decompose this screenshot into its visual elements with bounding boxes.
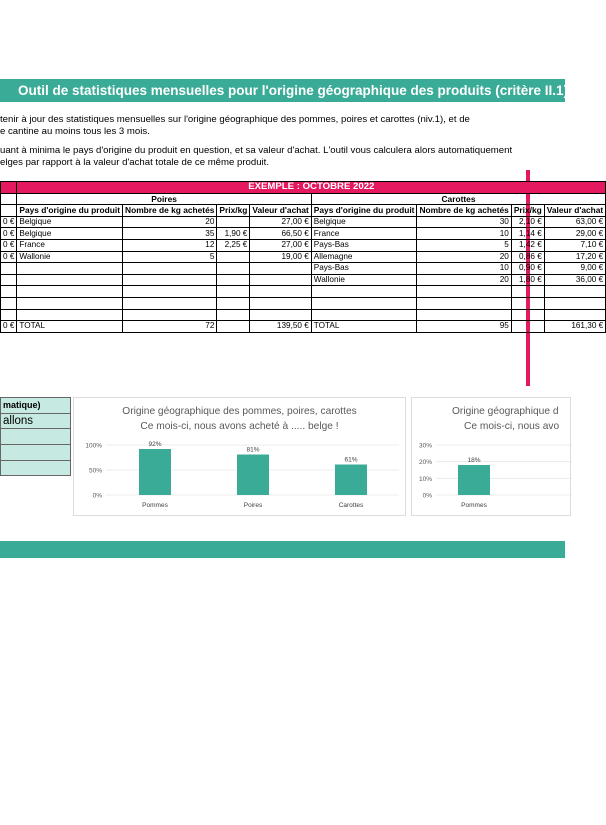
- table-cell[interactable]: [511, 321, 544, 333]
- chart-origine-pommes[interactable]: [411, 397, 571, 516]
- intro-line: tenir à jour des statistiques mensuelles sur l'origine géographique des pommes, poires et carottes (niv.1), et de: [0, 114, 470, 125]
- data-label: 18%: [467, 457, 481, 464]
- cell-pays-poires[interactable]: [17, 263, 123, 275]
- table-row: [1, 263, 606, 275]
- column-header-prix: Prix/kg: [217, 205, 250, 217]
- cell-pays-poires[interactable]: Wallonie: [17, 251, 123, 263]
- chart-origine-produits[interactable]: [73, 397, 406, 516]
- cell-pays-poires[interactable]: [17, 309, 123, 321]
- bar: [237, 455, 269, 496]
- cell-valeur-poires[interactable]: 27,00 €: [250, 239, 311, 251]
- chart-subtitle: Ce mois-ci, nous avo: [464, 421, 560, 432]
- summary-cell[interactable]: [1, 460, 71, 476]
- cell-prix-poires[interactable]: [217, 216, 250, 228]
- cell-kg-carottes[interactable]: [417, 297, 511, 309]
- cell-kg-poires[interactable]: [123, 263, 217, 275]
- cell-pays-carottes[interactable]: Belgique: [311, 216, 417, 228]
- cell-valeur-carottes[interactable]: 29,00 €: [544, 228, 605, 240]
- cell-kg-poires[interactable]: 5: [123, 251, 217, 263]
- column-header-pays: Pays d'origine du produit: [311, 205, 417, 217]
- bar: [139, 449, 171, 495]
- column-header-pays: Pays d'origine du produit: [17, 205, 123, 217]
- chart-title: Origine géographique des pommes, poires, carottes: [122, 406, 357, 417]
- cell-prix-carottes[interactable]: [511, 286, 544, 298]
- table-cell[interactable]: 0 €: [1, 239, 17, 251]
- intro-text: [0, 114, 565, 170]
- table-row: [1, 309, 606, 321]
- cell-kg-poires[interactable]: [123, 297, 217, 309]
- cell-valeur-poires[interactable]: 27,00 €: [250, 216, 311, 228]
- bar: [458, 465, 490, 495]
- table-row: [1, 274, 606, 286]
- table-cell[interactable]: 0 €: [1, 216, 17, 228]
- table-row: [1, 228, 606, 240]
- cell-valeur-poires[interactable]: 19,00 €: [250, 251, 311, 263]
- data-label: 81%: [246, 446, 260, 454]
- total-valeur-carottes[interactable]: 161,30 €: [544, 321, 605, 333]
- cell-kg-carottes[interactable]: [417, 286, 511, 298]
- column-header-prix: Prix/kg: [511, 205, 544, 217]
- cell-valeur-carottes[interactable]: 7,10 €: [544, 239, 605, 251]
- cell-pays-carottes[interactable]: Allemagne: [311, 251, 417, 263]
- cell-pays-poires[interactable]: [17, 297, 123, 309]
- column-header-kg: Nombre de kg achetés: [417, 205, 511, 217]
- table-cell[interactable]: [217, 321, 250, 333]
- cell-prix-poires[interactable]: [217, 309, 250, 321]
- summary-header[interactable]: matique): [1, 398, 71, 414]
- intro-line: elges par rapport à la valeur d'achat totale de ce même produit.: [0, 157, 270, 169]
- total-valeur-poires[interactable]: 139,50 €: [250, 321, 311, 333]
- cell-kg-carottes[interactable]: 10: [417, 228, 511, 240]
- cell-prix-carottes[interactable]: [511, 309, 544, 321]
- cell-kg-carottes[interactable]: 20: [417, 274, 511, 286]
- x-tick-label: Pommes: [142, 502, 168, 509]
- cell-prix-poires[interactable]: [217, 263, 250, 275]
- cell-kg-poires[interactable]: [123, 309, 217, 321]
- cell-prix-poires[interactable]: [217, 297, 250, 309]
- total-label[interactable]: TOTAL: [311, 321, 417, 333]
- cell-pays-poires[interactable]: Belgique: [17, 216, 123, 228]
- x-tick-label: Pommes: [461, 502, 487, 509]
- cell-pays-carottes[interactable]: Pays-Bas: [311, 239, 417, 251]
- chart-plot: [412, 398, 572, 517]
- cell-kg-carottes[interactable]: [417, 309, 511, 321]
- cell-valeur-carottes[interactable]: [544, 297, 605, 309]
- y-tick-label: 50%: [88, 467, 102, 475]
- cell-kg-poires[interactable]: [123, 286, 217, 298]
- summary-cell[interactable]: [1, 429, 71, 445]
- cell-kg-poires[interactable]: 35: [123, 228, 217, 240]
- cell-prix-carottes[interactable]: 0,90 €: [511, 263, 544, 275]
- table-row: [1, 216, 606, 228]
- summary-table: [0, 397, 71, 476]
- table-row: [1, 239, 606, 251]
- chart-plot: [74, 398, 407, 517]
- cell-kg-carottes[interactable]: 20: [417, 251, 511, 263]
- table-cell[interactable]: 0 €: [1, 321, 17, 333]
- bar: [335, 465, 367, 496]
- group-header-poires: Poires: [17, 193, 311, 205]
- cell-valeur-poires[interactable]: [250, 286, 311, 298]
- table-cell[interactable]: 0 €: [1, 251, 17, 263]
- cell-prix-poires[interactable]: [217, 274, 250, 286]
- cell-prix-poires[interactable]: [217, 286, 250, 298]
- column-header-valeur: Valeur d'achat: [544, 205, 605, 217]
- cell-pays-poires[interactable]: Belgique: [17, 228, 123, 240]
- chart-title: Origine géographique d: [452, 406, 559, 417]
- cell-kg-poires[interactable]: 12: [123, 239, 217, 251]
- cell-kg-carottes[interactable]: 30: [417, 216, 511, 228]
- total-label[interactable]: TOTAL: [17, 321, 123, 333]
- summary-value[interactable]: allons: [1, 413, 71, 429]
- cell-valeur-poires[interactable]: [250, 263, 311, 275]
- cell-valeur-poires[interactable]: [250, 274, 311, 286]
- cell-prix-poires[interactable]: 1,90 €: [217, 228, 250, 240]
- summary-cell[interactable]: [1, 445, 71, 461]
- example-title: EXEMPLE : OCTOBRE 2022: [17, 182, 606, 194]
- cell-valeur-carottes[interactable]: [544, 309, 605, 321]
- cell-valeur-carottes[interactable]: 63,00 €: [544, 216, 605, 228]
- table-cell[interactable]: [1, 274, 17, 286]
- table-cell[interactable]: [1, 297, 17, 309]
- column-header-valeur: Valeur d'achat: [250, 205, 311, 217]
- table-cell[interactable]: [1, 263, 17, 275]
- table-row: [1, 297, 606, 309]
- cell-valeur-poires[interactable]: [250, 309, 311, 321]
- cell-prix-carottes[interactable]: 1,42 €: [511, 239, 544, 251]
- table-row: [1, 286, 606, 298]
- cell-pays-carottes[interactable]: Pays-Bas: [311, 263, 417, 275]
- cell-valeur-carottes[interactable]: 17,20 €: [544, 251, 605, 263]
- cell-kg-carottes[interactable]: 10: [417, 263, 511, 275]
- cell-pays-carottes[interactable]: Wallonie: [311, 274, 417, 286]
- intro-line: uant à minima le pays d'origine du produit en question, et sa valeur d'achat. L'outil vous calculera alors automatiquement: [0, 144, 513, 156]
- y-tick-label: 10%: [418, 475, 432, 483]
- y-tick-label: 30%: [418, 442, 432, 450]
- intro-line: e cantine au moins tous les 3 mois.: [0, 126, 150, 138]
- y-tick-label: 0%: [422, 492, 432, 500]
- group-header-carottes: Carottes: [311, 193, 605, 205]
- cell-pays-carottes[interactable]: [311, 286, 417, 298]
- page-banner-title: Outil de statistiques mensuelles pour l'origine géographique des produits (critère II.1): [0, 79, 565, 102]
- cell-prix-poires[interactable]: 2,25 €: [217, 239, 250, 251]
- cell-pays-carottes[interactable]: [311, 309, 417, 321]
- cell-pays-poires[interactable]: France: [17, 239, 123, 251]
- cell-valeur-carottes[interactable]: [544, 286, 605, 298]
- y-tick-label: 100%: [85, 442, 102, 450]
- data-label: 92%: [148, 441, 162, 448]
- table-cell[interactable]: [1, 309, 17, 321]
- cell-pays-poires[interactable]: [17, 274, 123, 286]
- cell-valeur-carottes[interactable]: 9,00 €: [544, 263, 605, 275]
- cell-pays-carottes[interactable]: France: [311, 228, 417, 240]
- table-cell[interactable]: 0 €: [1, 228, 17, 240]
- total-row: [1, 321, 606, 333]
- cell-kg-poires[interactable]: 20: [123, 216, 217, 228]
- table-row: [1, 251, 606, 263]
- y-tick-label: 20%: [418, 459, 432, 467]
- y-tick-label: 0%: [92, 492, 102, 500]
- column-header-kg: Nombre de kg achetés: [123, 205, 217, 217]
- cell-prix-carottes[interactable]: 1,80 €: [511, 274, 544, 286]
- cell-valeur-carottes[interactable]: 36,00 €: [544, 274, 605, 286]
- chart-subtitle: Ce mois-ci, nous avons acheté à ..... belge !: [140, 421, 339, 432]
- data-label: 61%: [344, 456, 358, 464]
- cell-valeur-poires[interactable]: 66,50 €: [250, 228, 311, 240]
- footer-bar: [0, 541, 565, 558]
- cell-valeur-poires[interactable]: [250, 297, 311, 309]
- total-kg-poires[interactable]: 72: [123, 321, 217, 333]
- cell-kg-carottes[interactable]: 5: [417, 239, 511, 251]
- cell-prix-carottes[interactable]: 1,14 €: [511, 228, 544, 240]
- table-cell[interactable]: [1, 286, 17, 298]
- example-table: [0, 181, 606, 333]
- cell-prix-carottes[interactable]: 0,86 €: [511, 251, 544, 263]
- cell-prix-carottes[interactable]: [511, 297, 544, 309]
- x-tick-label: Poires: [243, 502, 263, 509]
- cell-pays-carottes[interactable]: [311, 297, 417, 309]
- cell-prix-poires[interactable]: [217, 251, 250, 263]
- cell-prix-carottes[interactable]: 2,10 €: [511, 216, 544, 228]
- cell-kg-poires[interactable]: [123, 274, 217, 286]
- x-tick-label: Carottes: [338, 502, 364, 509]
- total-kg-carottes[interactable]: 95: [417, 321, 511, 333]
- cell-pays-poires[interactable]: [17, 286, 123, 298]
